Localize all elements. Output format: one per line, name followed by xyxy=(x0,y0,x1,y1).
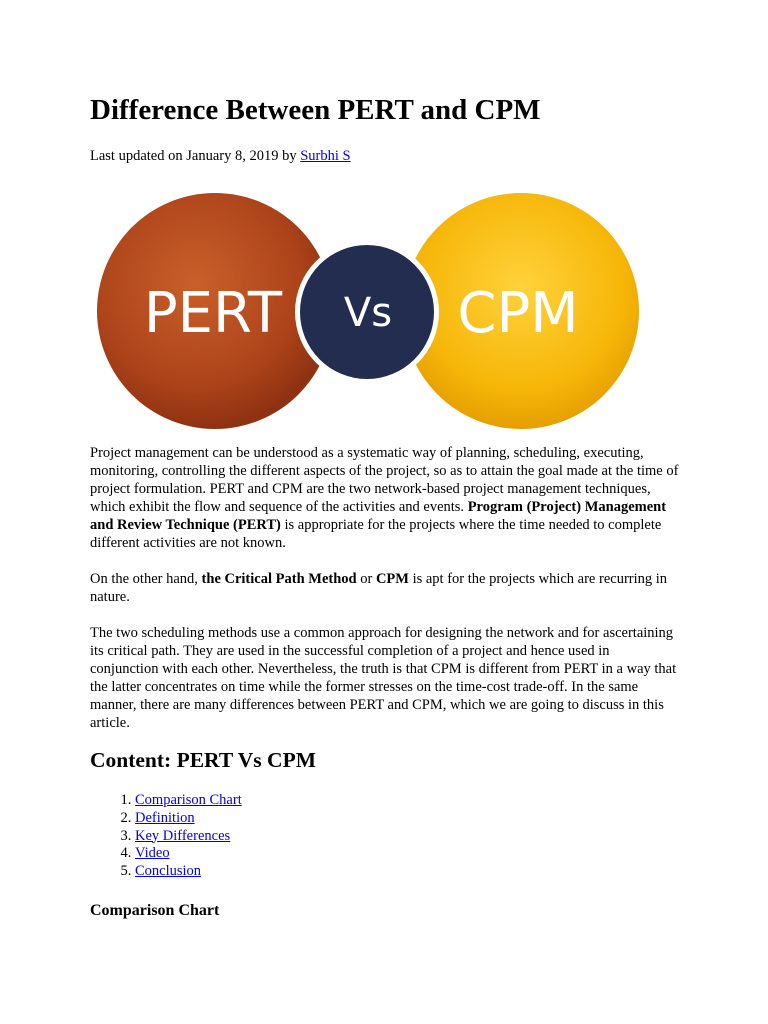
cpm-text-a: On the other hand, xyxy=(90,571,202,587)
pert-definition-bold: Program (Project) Management and Review Technique (PERT) xyxy=(90,499,667,533)
cpm-method-bold: the Critical Path Method xyxy=(201,571,357,587)
toc-link-definition[interactable]: Definition xyxy=(135,809,195,826)
author-link[interactable]: Surbhi S xyxy=(300,148,351,164)
cpm-paragraph xyxy=(90,570,680,606)
toc-item xyxy=(135,863,242,881)
cpm-label: CPM xyxy=(457,281,579,346)
pert-label: PERT xyxy=(143,281,283,346)
intro-paragraph xyxy=(90,444,680,552)
toc-item xyxy=(135,828,242,846)
table-of-contents xyxy=(90,792,242,881)
pert-vs-cpm-image xyxy=(92,192,640,432)
page-title: Difference Between PERT and CPM xyxy=(90,94,541,126)
comparison-chart-heading: Comparison Chart xyxy=(90,902,220,919)
last-updated-text: Last updated on January 8, 2019 by xyxy=(90,148,301,164)
toc-item xyxy=(135,810,242,828)
toc-link-conclusion[interactable]: Conclusion xyxy=(135,863,202,880)
toc-item xyxy=(135,792,242,810)
cpm-text-b: or xyxy=(356,571,376,587)
methods-paragraph: The two scheduling methods use a common approach for designing the network and for ascertaining its critical path. They are used in the successful completion of a project and hence used in conjunction with each other. Nevertheless, the truth is that CPM is different from PERT in a way that the latter concentrates on time while the former stresses on the time-cost trade-off. In the same manner, there are many differences between PERT and CPM, which we are going to discuss in this article. xyxy=(90,625,677,731)
toc-link-video[interactable]: Video xyxy=(135,845,170,862)
content-heading: Content: PERT Vs CPM xyxy=(90,748,316,772)
cpm-abbrev-bold: CPM xyxy=(375,571,409,587)
cpm-text-c: is apt for the projects which are recurring in nature. xyxy=(90,571,668,605)
intro-text: Project management can be understood as a systematic way of planning, scheduling, executing, monitoring, controlling the different aspects of the project, so as to attain the goal made at the time of project formulation. PERT and CPM are the two network-based project management techniques, which exhibit the flow and sequence of the activities and events. xyxy=(90,445,679,515)
intro-tail-text: is appropriate for the projects where the time needed to complete different activities are not known. xyxy=(90,517,662,551)
article-meta xyxy=(90,146,351,166)
toc-item xyxy=(135,845,242,863)
vs-label: Vs xyxy=(343,290,393,336)
toc-link-key-differences[interactable]: Key Differences xyxy=(135,827,231,844)
toc-link-comparison-chart[interactable]: Comparison Chart xyxy=(135,792,242,808)
